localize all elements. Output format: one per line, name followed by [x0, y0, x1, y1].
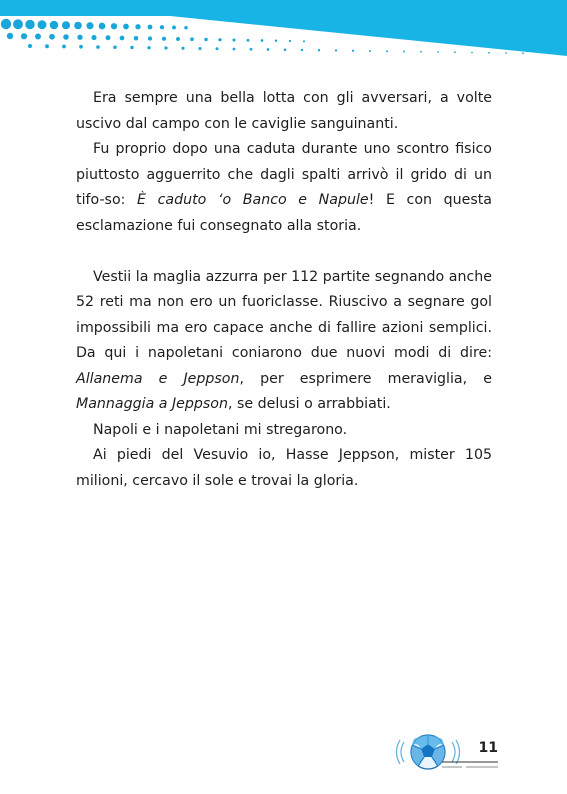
- halftone-dot: [164, 46, 167, 49]
- halftone-dot: [62, 21, 70, 29]
- body-paragraph: [76, 443, 492, 494]
- halftone-dot: [77, 35, 82, 40]
- halftone-dot: [62, 45, 66, 49]
- halftone-dot: [318, 49, 320, 51]
- halftone-dot: [198, 47, 201, 50]
- text-run: Fu proprio dopo una caduta durante uno scontro fisico piuttosto agguerrito che dagli spalti arrivò il grido di un tifo-so:: [76, 141, 492, 208]
- halftone-dot: [488, 52, 490, 54]
- halftone-dot: [50, 21, 59, 30]
- halftone-dot: [37, 20, 46, 29]
- halftone-dot: [106, 35, 111, 40]
- halftone-dot: [267, 48, 270, 51]
- halftone-dot: [471, 52, 473, 54]
- halftone-dot: [454, 51, 456, 53]
- halftone-dot: [301, 49, 303, 51]
- halftone-dot: [437, 51, 439, 53]
- italic-phrase: Mannaggia a Jeppson: [76, 396, 228, 412]
- halftone-dot: [28, 44, 32, 48]
- italic-phrase: È caduto ‘o Banco e Napule: [137, 192, 369, 208]
- halftone-dot: [113, 45, 117, 49]
- halftone-dot: [190, 37, 194, 41]
- text-run: , per esprimere meraviglia, e: [239, 370, 492, 387]
- body-text: [76, 86, 492, 494]
- halftone-dot: [352, 50, 354, 52]
- halftone-dot: [505, 52, 507, 54]
- halftone-dot: [184, 26, 187, 29]
- halftone-dot: [275, 40, 277, 42]
- halftone-dot: [63, 34, 69, 40]
- text-run: Vestii la maglia azzurra per 112 partite segnando anche 52 reti ma non ero un fuoriclasse. Riuscivo a segnare gol impossibili ma ero capace anche di fallire azioni semplici. Da qui i napoletani coniarono due nuovi modi di dire:: [76, 268, 492, 361]
- halftone-dot: [86, 22, 93, 29]
- halftone-dot: [386, 50, 388, 52]
- halftone-dot: [130, 46, 133, 49]
- halftone-dot: [403, 51, 405, 53]
- halftone-dot: [160, 25, 164, 29]
- halftone-dot: [261, 39, 264, 42]
- footer-decorative-lines: [440, 758, 500, 772]
- text-run: , se delusi o arrabbiati.: [227, 396, 391, 412]
- halftone-dot: [233, 48, 236, 51]
- halftone-dot: [45, 44, 49, 48]
- halftone-dot: [135, 24, 140, 29]
- halftone-dot: [181, 47, 184, 50]
- text-run: Era sempre una bella lotta con gli avversari, a volte uscivo dal campo con le caviglie sanguinanti.: [76, 90, 492, 132]
- halftone-dot: [335, 49, 337, 51]
- halftone-dot: [216, 47, 219, 50]
- halftone-dot: [111, 23, 117, 29]
- halftone-dot: [35, 34, 41, 40]
- halftone-dot: [232, 38, 235, 41]
- halftone-dot: [147, 46, 150, 49]
- header-stripe-shape: [0, 0, 567, 56]
- halftone-dot: [162, 37, 166, 41]
- halftone-dot: [284, 48, 287, 51]
- italic-phrase: Allanema e Jeppson: [76, 370, 240, 387]
- body-paragraph: [76, 137, 492, 239]
- halftone-dot: [148, 36, 152, 40]
- halftone-dot: [25, 20, 34, 29]
- halftone-dot: [218, 38, 221, 41]
- body-paragraph: [76, 265, 492, 418]
- halftone-dot: [1, 19, 11, 29]
- halftone-dot: [120, 36, 125, 41]
- halftone-dot: [289, 40, 291, 42]
- page-number: 11: [478, 740, 498, 756]
- halftone-dot: [96, 45, 100, 49]
- halftone-dot: [303, 40, 305, 42]
- text-run: Ai piedi del Vesuvio io, Hasse Jeppson, mister 105 milioni, cercavo il sole e trovai la gloria.: [76, 447, 492, 489]
- halftone-dot: [74, 22, 82, 30]
- halftone-dot: [123, 24, 129, 30]
- halftone-dot: [7, 33, 13, 39]
- halftone-dot: [204, 38, 207, 41]
- halftone-dot: [21, 33, 27, 39]
- body-paragraph: [76, 86, 492, 137]
- halftone-dot: [369, 50, 371, 52]
- halftone-dot: [522, 52, 524, 54]
- halftone-dot: [99, 23, 106, 30]
- text-run: ! E con questa esclamazione fui consegnato alla storia.: [76, 192, 492, 234]
- halftone-dot: [247, 39, 250, 42]
- halftone-dot: [13, 19, 23, 29]
- halftone-dot: [91, 35, 96, 40]
- halftone-dot: [250, 48, 253, 51]
- header-banner: [0, 0, 567, 70]
- body-paragraph: [76, 418, 492, 444]
- text-run: Napoli e i napoletani mi stregarono.: [93, 421, 348, 438]
- halftone-dot: [420, 51, 422, 53]
- halftone-dot: [134, 36, 139, 41]
- halftone-dot: [172, 26, 176, 30]
- halftone-dot: [176, 37, 180, 41]
- halftone-dot: [79, 45, 83, 49]
- halftone-dot: [148, 25, 153, 30]
- halftone-dot: [49, 34, 55, 40]
